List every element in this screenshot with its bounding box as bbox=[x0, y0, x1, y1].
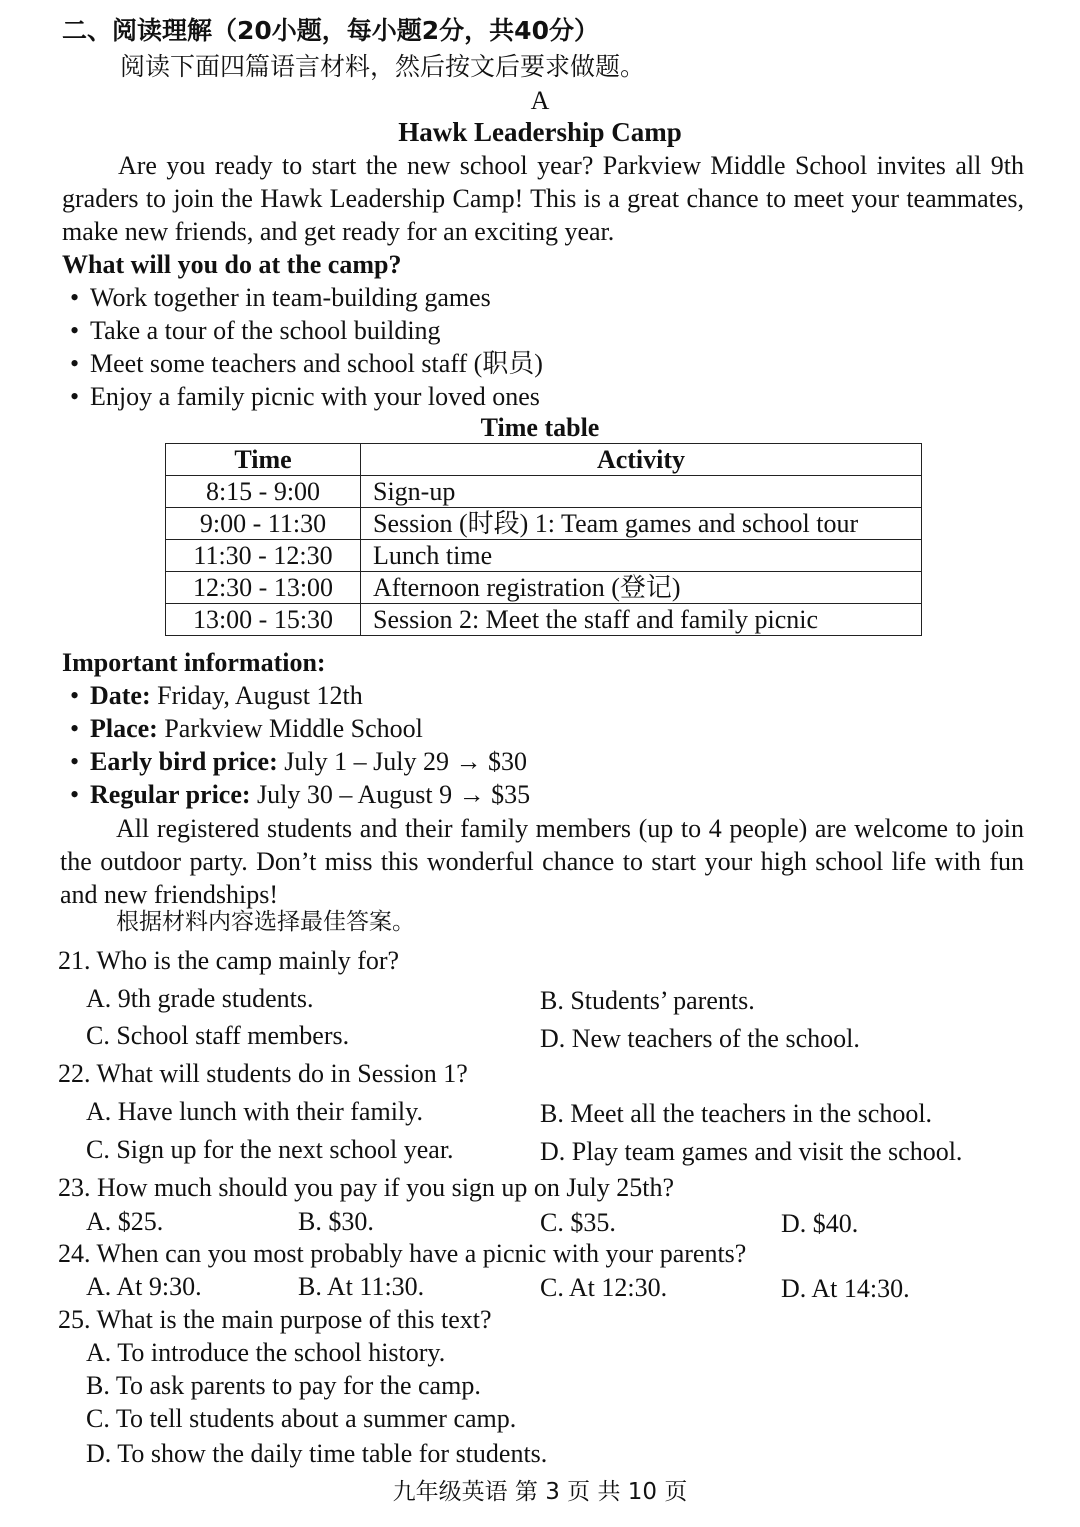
list-item: • Enjoy a family picnic with your loved ones bbox=[70, 382, 540, 411]
time-cell: 11:30 - 12:30 bbox=[166, 540, 361, 572]
question-stem: 24. When can you most probably have a picnic with your parents? bbox=[58, 1239, 747, 1268]
table-row bbox=[166, 604, 922, 636]
bullet-icon: • bbox=[70, 780, 80, 809]
option-a[interactable]: A. At 9:30. bbox=[86, 1272, 202, 1301]
timetable-caption: Time table bbox=[480, 413, 600, 442]
option-a[interactable]: A. $25. bbox=[86, 1207, 164, 1236]
list-item: • Meet some teachers and school staff (职员) bbox=[70, 349, 543, 378]
header-activity: Activity bbox=[361, 444, 922, 476]
time-cell: 13:00 - 15:30 bbox=[166, 604, 361, 636]
bullet-icon: • bbox=[70, 681, 80, 710]
question-stem: 23. How much should you pay if you sign up on July 25th? bbox=[58, 1173, 675, 1202]
page-footer: 九年级英语 第 3 页 共 10 页 bbox=[392, 1479, 688, 1505]
option-d[interactable]: D. To show the daily time table for students. bbox=[86, 1439, 548, 1468]
list-item: • Regular price: July 30 – August 9 → $35 bbox=[70, 780, 531, 809]
list-item: • Place: Parkview Middle School bbox=[70, 714, 423, 743]
closing-paragraph bbox=[60, 812, 1024, 911]
table-header-row bbox=[166, 444, 922, 476]
bullet-icon: • bbox=[70, 283, 80, 312]
time-cell: 9:00 - 11:30 bbox=[166, 508, 361, 540]
passage-letter: A bbox=[530, 86, 550, 115]
passage-title: Hawk Leadership Camp bbox=[398, 117, 682, 147]
option-a[interactable]: A. 9th grade students. bbox=[86, 984, 314, 1013]
activity-cell: Sign-up bbox=[361, 476, 922, 508]
table-row bbox=[166, 572, 922, 604]
list-item: • Work together in team-building games bbox=[70, 283, 491, 312]
time-cell: 12:30 - 13:00 bbox=[166, 572, 361, 604]
question-stem: 22. What will students do in Session 1? bbox=[58, 1059, 468, 1088]
bullet-icon: • bbox=[70, 714, 80, 743]
table-row bbox=[166, 540, 922, 572]
option-d[interactable]: D. At 14:30. bbox=[781, 1274, 910, 1303]
option-b[interactable]: B. Meet all the teachers in the school. bbox=[540, 1099, 933, 1128]
option-d[interactable]: D. Play team games and visit the school. bbox=[540, 1137, 963, 1166]
option-d[interactable]: D. $40. bbox=[781, 1209, 859, 1238]
question-stem: 25. What is the main purpose of this text? bbox=[58, 1305, 492, 1334]
table-row bbox=[166, 476, 922, 508]
option-c[interactable]: C. At 12:30. bbox=[540, 1273, 668, 1302]
info-heading: Important information: bbox=[62, 648, 326, 677]
option-b[interactable]: B. At 11:30. bbox=[298, 1272, 425, 1301]
section-heading: 二、阅读理解（20小题，每小题2分，共40分） bbox=[62, 16, 599, 45]
time-cell: 8:15 - 9:00 bbox=[166, 476, 361, 508]
activity-cell: Lunch time bbox=[361, 540, 922, 572]
task-instruction: 根据材料内容选择最佳答案。 bbox=[116, 909, 415, 935]
bullet-icon: • bbox=[70, 316, 80, 345]
header-time: Time bbox=[166, 444, 361, 476]
option-b[interactable]: B. To ask parents to pay for the camp. bbox=[86, 1371, 481, 1400]
option-b[interactable]: B. $30. bbox=[298, 1207, 374, 1236]
option-a[interactable]: A. To introduce the school history. bbox=[86, 1338, 446, 1367]
activities-heading: What will you do at the camp? bbox=[62, 250, 402, 279]
activities-list bbox=[70, 281, 543, 413]
table-row bbox=[166, 508, 922, 540]
bullet-icon: • bbox=[70, 349, 80, 378]
activity-cell: Session 2: Meet the staff and family picnic bbox=[361, 604, 922, 636]
timetable bbox=[165, 443, 922, 636]
section-instruction: 阅读下面四篇语言材料，然后按文后要求做题。 bbox=[120, 52, 646, 81]
option-d[interactable]: D. New teachers of the school. bbox=[540, 1024, 860, 1053]
option-a[interactable]: A. Have lunch with their family. bbox=[86, 1097, 423, 1126]
info-list bbox=[70, 679, 530, 811]
list-item: • Date: Friday, August 12th bbox=[70, 681, 363, 710]
option-c[interactable]: C. School staff members. bbox=[86, 1021, 350, 1050]
bullet-icon: • bbox=[70, 382, 80, 411]
intro-paragraph bbox=[62, 149, 1024, 248]
list-item: • Take a tour of the school building bbox=[70, 316, 441, 345]
closing-text: All registered students and their family members (up to 4 people) are welcome to join the outdoor party. Don’t miss this wonderful chance to start your high school life with fun and new friendships! bbox=[60, 814, 1024, 909]
activity-cell: Session (时段) 1: Team games and school tour bbox=[361, 508, 922, 540]
option-c[interactable]: C. Sign up for the next school year. bbox=[86, 1135, 454, 1164]
option-b[interactable]: B. Students’ parents. bbox=[540, 986, 755, 1015]
activity-cell: Afternoon registration (登记) bbox=[361, 572, 922, 604]
option-c[interactable]: C. $35. bbox=[540, 1208, 616, 1237]
question-stem: 21. Who is the camp mainly for? bbox=[58, 946, 400, 975]
list-item: • Early bird price: July 1 – July 29 → $30 bbox=[70, 747, 527, 776]
bullet-icon: • bbox=[70, 747, 80, 776]
option-c[interactable]: C. To tell students about a summer camp. bbox=[86, 1404, 517, 1433]
intro-text: Are you ready to start the new school year? Parkview Middle School invites all 9th graders to join the Hawk Leadership Camp! This is a great chance to meet your teammates, make new friends, and get ready for an exciting year. bbox=[62, 151, 1024, 246]
